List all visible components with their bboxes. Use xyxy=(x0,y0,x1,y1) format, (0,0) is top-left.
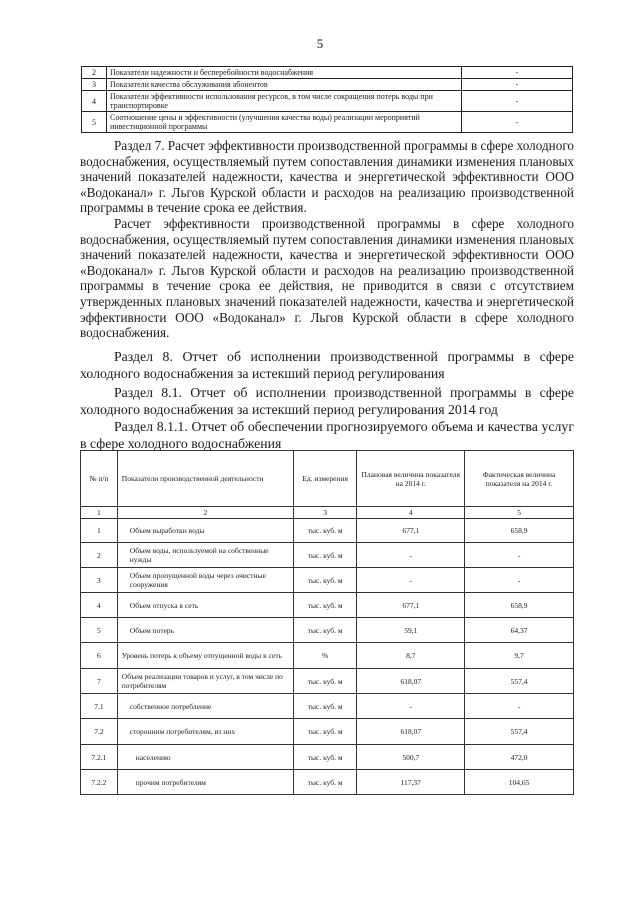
row-unit: тыс. куб. м xyxy=(293,694,356,719)
row-label: Объем пропущенной воды через очистные сооружения xyxy=(117,568,293,593)
row-fact-value: 9,7 xyxy=(465,643,574,669)
column-number-row xyxy=(81,507,574,519)
table-row xyxy=(81,694,574,719)
row-number: 7.2 xyxy=(81,719,118,745)
row-unit: тыс. куб. м xyxy=(293,669,356,694)
row-label: Уровень потерь к объему отпущенной воды в сеть xyxy=(117,643,293,669)
row-label: сторонним потребителям, из них xyxy=(117,719,293,745)
row-plan-value: 618,07 xyxy=(357,669,465,694)
row-plan-value: 59,1 xyxy=(357,618,465,643)
column-number: 3 xyxy=(293,507,356,519)
row-fact-value: - xyxy=(465,694,574,719)
row-unit: % xyxy=(293,643,356,669)
table-row xyxy=(81,745,574,770)
row-fact-value: - xyxy=(465,543,574,568)
row-unit: тыс. куб. м xyxy=(293,618,356,643)
column-number: 1 xyxy=(81,507,118,519)
section-8-heading: Раздел 8. Отчет об исполнении производственной программы в сфере холодного водоснабжения за истекший период регулирования xyxy=(80,349,574,381)
row-fact-value: 658,9 xyxy=(465,519,574,543)
row-label: Объем выработки воды xyxy=(117,519,293,543)
section-8-1-heading: Раздел 8.1. Отчет об исполнении производственной программы в сфере холодного водоснабжения за истекший период регулирования 2014 год xyxy=(80,385,574,417)
row-plan-value: - xyxy=(357,543,465,568)
indicator-value: - xyxy=(462,91,573,112)
table-row xyxy=(81,543,574,568)
row-label: Объем реализации товаров и услуг, в том числе по потребителям xyxy=(117,669,293,694)
row-number: 7.1 xyxy=(81,694,118,719)
row-label: прочим потребителям xyxy=(117,770,293,795)
row-fact-value: 557,4 xyxy=(465,669,574,694)
row-fact-value: - xyxy=(465,568,574,593)
column-number: 2 xyxy=(117,507,293,519)
row-number: 5 xyxy=(81,618,118,643)
indicator-label: Показатели эффективности использования ресурсов, в том числе сокращения потерь воды при транспортировке xyxy=(107,91,462,112)
row-label: собственное потребление xyxy=(117,694,293,719)
row-unit: тыс. куб. м xyxy=(293,745,356,770)
indicator-value: - xyxy=(462,112,573,133)
row-number: 4 xyxy=(82,91,107,112)
page-number: 5 xyxy=(316,36,324,51)
header-fact: Фактическая величина показателя на 2014 г. xyxy=(465,451,574,507)
row-plan-value: 117,37 xyxy=(357,770,465,795)
row-number: 4 xyxy=(81,593,118,618)
table-row xyxy=(82,67,573,79)
table-row xyxy=(81,770,574,795)
row-unit: тыс. куб. м xyxy=(293,719,356,745)
indicator-label: Соотношение цены и эффективности (улучшения качества воды) реализации мероприятий инвестиционной программы xyxy=(107,112,462,133)
header-indicator: Показатели производственной деятельности xyxy=(117,451,293,507)
indicator-label: Показатели надежности и бесперебойности водоснабжения xyxy=(107,67,462,79)
row-number: 7.2.2 xyxy=(81,770,118,795)
table-row xyxy=(81,618,574,643)
table-row xyxy=(81,719,574,745)
indicator-value: - xyxy=(462,67,573,79)
row-fact-value: 472,0 xyxy=(465,745,574,770)
indicators-table xyxy=(81,66,573,133)
column-number: 4 xyxy=(357,507,465,519)
table-row xyxy=(82,79,573,91)
indicator-label: Показатели качества обслуживания абонентов xyxy=(107,79,462,91)
table-row xyxy=(81,593,574,618)
row-fact-value: 64,37 xyxy=(465,618,574,643)
row-fact-value: 658,9 xyxy=(465,593,574,618)
row-number: 5 xyxy=(82,112,107,133)
section-7-paragraph: Раздел 7. Расчет эффективности производственной программы в сфере холодного водоснабжения, осуществляемый путем сопоставления динамики изменения плановых значений показателей надежности, качества и энергетической эффективности ООО «Водоканал» г. Льгов Курской области и расходов на реализацию производственной программы в течение срока ее действия. xyxy=(80,138,575,216)
table-header-row xyxy=(81,451,574,507)
row-plan-value: - xyxy=(357,694,465,719)
row-label: Объем воды, используемой на собственные нужды xyxy=(117,543,293,568)
table-row xyxy=(81,669,574,694)
row-number: 7.2.1 xyxy=(81,745,118,770)
row-number: 3 xyxy=(81,568,118,593)
header-num: № п/п xyxy=(81,451,118,507)
row-unit: тыс. куб. м xyxy=(293,543,356,568)
row-plan-value: 500,7 xyxy=(357,745,465,770)
row-number: 3 xyxy=(82,79,107,91)
table-row xyxy=(81,519,574,543)
row-number: 2 xyxy=(82,67,107,79)
row-label: населению xyxy=(117,745,293,770)
row-plan-value: - xyxy=(357,568,465,593)
row-unit: тыс. куб. м xyxy=(293,593,356,618)
indicator-value: - xyxy=(462,79,573,91)
header-unit: Ед. измерения xyxy=(293,451,356,507)
row-fact-value: 557,4 xyxy=(465,719,574,745)
row-number: 1 xyxy=(81,519,118,543)
table-row xyxy=(82,112,573,133)
section-8-1-1-heading: Раздел 8.1.1. Отчет об обеспечении прогнозируемого объема и качества услуг в сфере холодного водоснабжения xyxy=(80,419,574,451)
row-fact-value: 104,65 xyxy=(465,770,574,795)
row-plan-value: 8,7 xyxy=(357,643,465,669)
row-unit: тыс. куб. м xyxy=(293,519,356,543)
table-row xyxy=(81,643,574,669)
row-unit: тыс. куб. м xyxy=(293,568,356,593)
column-number: 5 xyxy=(465,507,574,519)
row-plan-value: 618,07 xyxy=(357,719,465,745)
production-report-table xyxy=(80,450,574,795)
row-number: 6 xyxy=(81,643,118,669)
row-label: Объем отпуска в сеть xyxy=(117,593,293,618)
row-plan-value: 677,1 xyxy=(357,519,465,543)
row-plan-value: 677,1 xyxy=(357,593,465,618)
table-row xyxy=(81,568,574,593)
row-number: 2 xyxy=(81,543,118,568)
row-label: Объем потерь xyxy=(117,618,293,643)
header-plan: Плановая величина показателя на 2014 г. xyxy=(357,451,465,507)
row-number: 7 xyxy=(81,669,118,694)
table-row xyxy=(82,91,573,112)
row-unit: тыс. куб. м xyxy=(293,770,356,795)
section-7-explanation: Расчет эффективности производственной программы в сфере холодного водоснабжения, осуществляемый путем сопоставления динамики изменения плановых значений показателей надежности, качества и энергетической эффективности ООО «Водоканал» г. Льгов Курской области и расходов на реализацию производственной программы в течение срока ее действия, не приводится в связи с отсутствием утвержденных плановых значений показателей надежности, качества и энергетической эффективности ООО «Водоканал» г. Льгов Курской области в сфере холодного водоснабжения. xyxy=(80,216,574,341)
